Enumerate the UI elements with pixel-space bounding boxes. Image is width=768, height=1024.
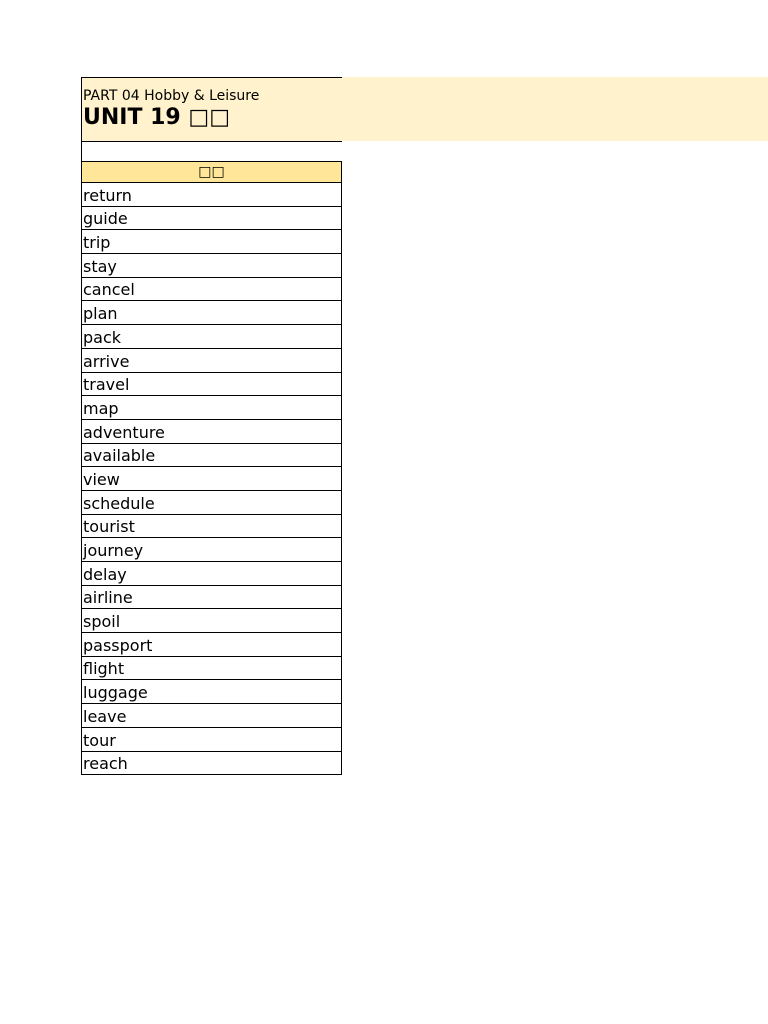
word-cell[interactable]: passport [82, 633, 342, 657]
table-row [82, 751, 342, 775]
word-cell[interactable]: delay [82, 562, 342, 586]
table-row [82, 372, 342, 396]
table-row [82, 727, 342, 751]
word-cell[interactable]: journey [82, 538, 342, 562]
table-row [82, 348, 342, 372]
word-cell[interactable]: trip [82, 230, 342, 254]
word-cell[interactable]: return [82, 183, 342, 207]
unit-title: UNIT 19 □□ [83, 105, 230, 130]
word-cell[interactable]: adventure [82, 419, 342, 443]
table-row [82, 562, 342, 586]
word-cell[interactable]: guide [82, 206, 342, 230]
word-cell[interactable]: arrive [82, 348, 342, 372]
table-row [82, 254, 342, 278]
word-cell[interactable]: schedule [82, 490, 342, 514]
word-cell[interactable]: flight [82, 656, 342, 680]
table-row [82, 277, 342, 301]
word-cell[interactable]: pack [82, 325, 342, 349]
word-cell[interactable]: leave [82, 704, 342, 728]
word-cell[interactable]: reach [82, 751, 342, 775]
table-row [82, 538, 342, 562]
table-row [82, 467, 342, 491]
word-cell[interactable]: tourist [82, 514, 342, 538]
word-list [82, 183, 342, 775]
table-row [82, 206, 342, 230]
table-row [82, 443, 342, 467]
table-row [82, 609, 342, 633]
table-row [82, 633, 342, 657]
spacer-cell [81, 141, 82, 161]
word-cell[interactable]: travel [82, 372, 342, 396]
word-cell[interactable]: airline [82, 585, 342, 609]
table-row [82, 490, 342, 514]
unit-header [81, 77, 342, 142]
part-label: PART 04 Hobby & Leisure [83, 88, 260, 104]
word-cell[interactable]: view [82, 467, 342, 491]
table-row [82, 419, 342, 443]
table-row [82, 514, 342, 538]
table-row [82, 656, 342, 680]
word-cell[interactable]: plan [82, 301, 342, 325]
word-table [81, 161, 342, 775]
table-row [82, 230, 342, 254]
word-cell[interactable]: tour [82, 727, 342, 751]
table-row [82, 183, 342, 207]
table-row [82, 301, 342, 325]
word-cell[interactable]: luggage [82, 680, 342, 704]
table-row [82, 680, 342, 704]
word-cell[interactable]: cancel [82, 277, 342, 301]
word-cell[interactable]: available [82, 443, 342, 467]
table-row [82, 325, 342, 349]
column-header[interactable]: □□ [82, 162, 342, 183]
table-row [82, 704, 342, 728]
table-row [82, 396, 342, 420]
header-band [341, 77, 768, 141]
word-cell[interactable]: map [82, 396, 342, 420]
table-header-row [82, 162, 342, 183]
word-cell[interactable]: spoil [82, 609, 342, 633]
word-cell[interactable]: stay [82, 254, 342, 278]
table-row [82, 585, 342, 609]
